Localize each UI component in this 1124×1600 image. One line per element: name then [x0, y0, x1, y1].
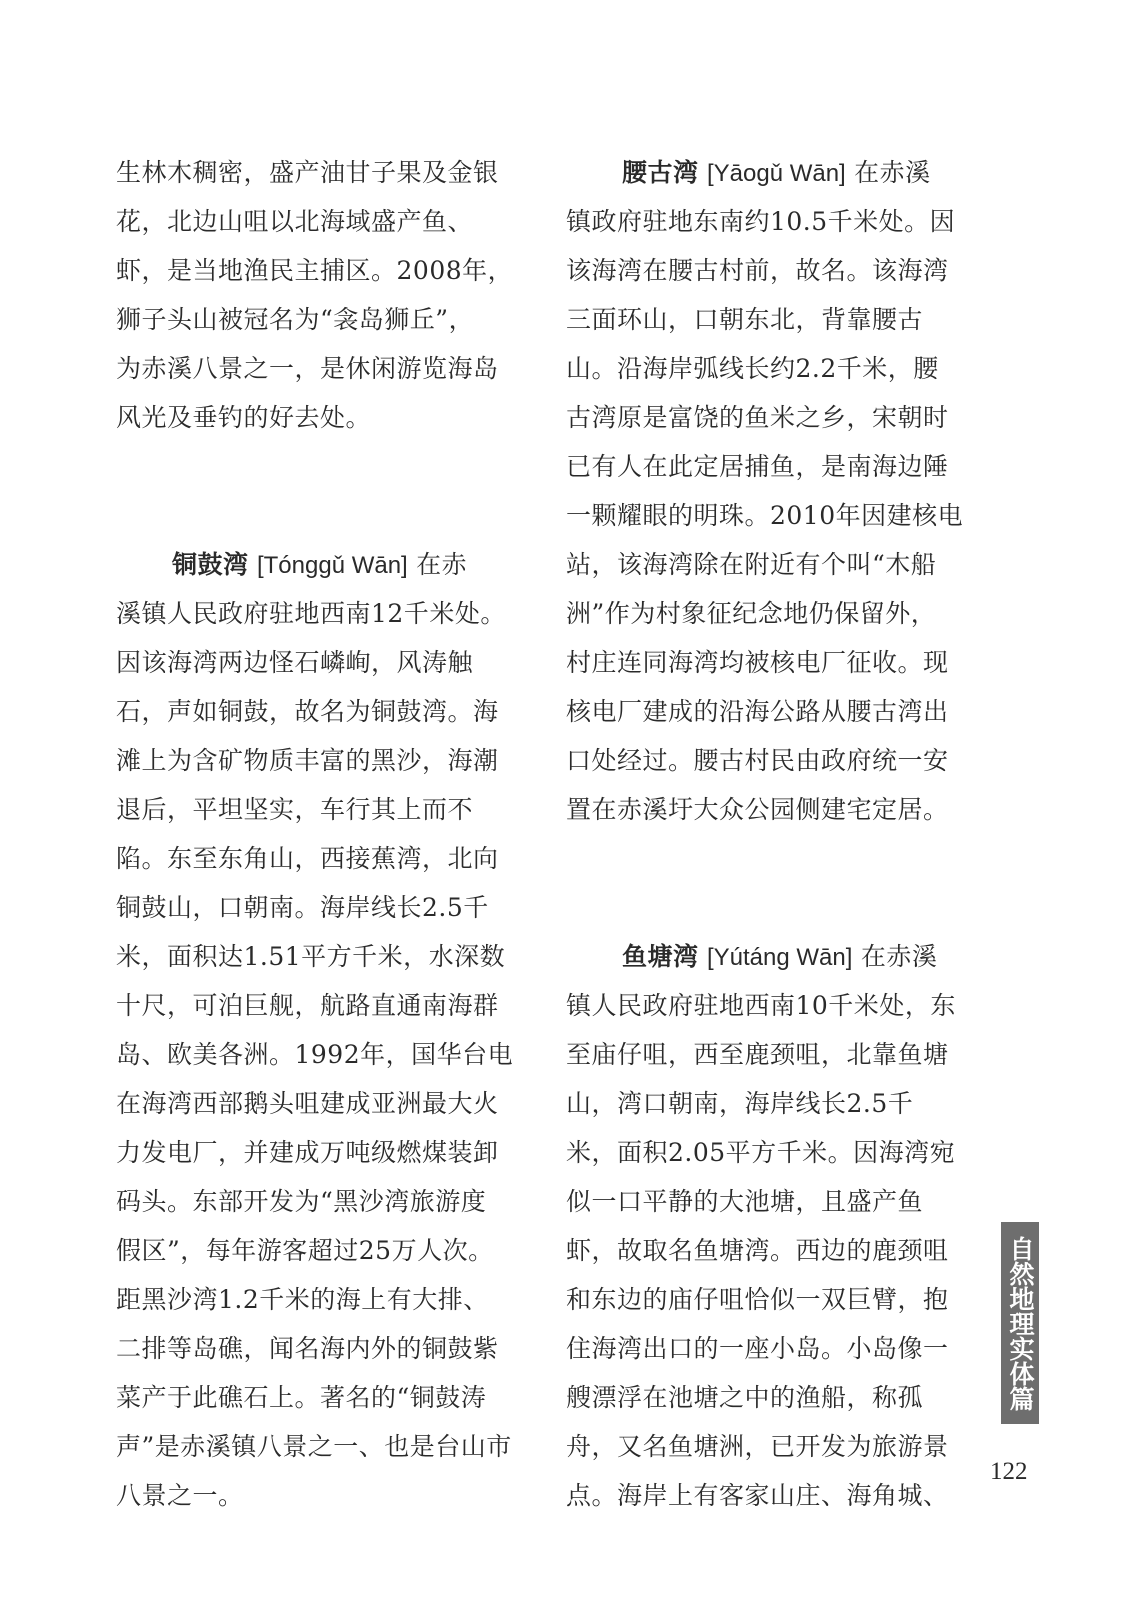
section-side-tab: [1001, 1222, 1039, 1424]
section-side-tab-label: 自然地理实体篇: [1006, 1235, 1035, 1411]
body-line: 已有人在此定居捕鱼，是南海边陲: [566, 452, 949, 481]
body-line: 古湾原是富饶的鱼米之乡，宋朝时: [566, 403, 949, 432]
body-line: 该海湾在腰古村前，故名。该海湾: [566, 256, 949, 285]
body-line: 花，北边山咀以北海域盛产鱼、: [116, 207, 474, 236]
body-line: 山，湾口朝南，海岸线长2.5千: [566, 1089, 914, 1118]
body-line: 洲”作为村象征纪念地仍保留外，: [566, 599, 937, 628]
body-line: 住海湾出口的一座小岛。小岛像一: [566, 1334, 949, 1363]
entry-term: 铜鼓湾: [172, 550, 249, 579]
body-line: 虾，故取名鱼塘湾。西边的鹿颈咀: [566, 1236, 949, 1265]
entry-heading-yaogu: [566, 148, 974, 197]
body-line: 核电厂建成的沿海公路从腰古湾出: [566, 697, 949, 726]
body-line: 菜产于此礁石上。著名的“铜鼓涛: [116, 1383, 487, 1412]
entry-pinyin: [Tónggǔ Wān]: [256, 552, 408, 579]
body-line: 镇人民政府驻地西南10千米处，东: [566, 991, 956, 1020]
body-line: 力发电厂，并建成万吨级燃煤装卸: [116, 1138, 499, 1167]
entry-first-line-rest: 在赤: [407, 550, 468, 579]
body-line: 陷。东至东角山，西接蕉湾，北向: [116, 844, 499, 873]
body-line: 舟，又名鱼塘洲，已开发为旅游景: [566, 1432, 949, 1461]
body-line: 假区”，每年游客超过25万人次。: [116, 1236, 494, 1265]
entry-term: 鱼塘湾: [622, 942, 699, 971]
body-line: 声”是赤溪镇八景之一、也是台山市: [116, 1432, 512, 1461]
body-line: 滩上为含矿物质丰富的黑沙，海潮: [116, 746, 499, 775]
body-line: 点。海岸上有客家山庄、海角城、: [566, 1481, 949, 1510]
body-line: 至庙仔咀，西至鹿颈咀，北靠鱼塘: [566, 1040, 949, 1069]
body-line: 村庄连同海湾均被核电厂征收。现: [566, 648, 949, 677]
body-line: 似一口平静的大池塘，且盛产鱼: [566, 1187, 924, 1216]
body-line: 口处经过。腰古村民由政府统一安: [566, 746, 949, 775]
body-line: 米，面积达1.51平方千米，水深数: [116, 942, 506, 971]
body-line: 八景之一。: [116, 1481, 244, 1510]
page-number: 122: [990, 1458, 1028, 1485]
entry-term: 腰古湾: [622, 158, 699, 187]
entry-first-line-rest: 在赤溪: [852, 942, 938, 971]
left-column: [116, 148, 524, 1520]
body-line: 码头。东部开发为“黑沙湾旅游度: [116, 1187, 487, 1216]
body-line: 十尺，可泊巨舰，航路直通南海群: [116, 991, 499, 1020]
entry-pinyin: [Yútáng Wān]: [706, 944, 853, 971]
entry-heading-tonggu: [116, 540, 524, 589]
body-line: 因该海湾两边怪石嶙峋，风涛触: [116, 648, 474, 677]
body-line: 风光及垂钓的好去处。: [116, 403, 372, 432]
body-line: 在海湾西部鹅头咀建成亚洲最大火: [116, 1089, 499, 1118]
body-line: 山。沿海岸弧线长约2.2千米，腰: [566, 354, 939, 383]
body-line: 虾，是当地渔民主捕区。2008年，: [116, 256, 514, 285]
entry-heading-yutang: [566, 932, 974, 981]
body-line: 石，声如铜鼓，故名为铜鼓湾。海: [116, 697, 499, 726]
body-line: 和东边的庙仔咀恰似一双巨臂，抱: [566, 1285, 949, 1314]
right-column: [566, 148, 974, 1520]
entry-first-line-rest: 在赤溪: [845, 158, 931, 187]
body-line: 站，该海湾除在附近有个叫“木船: [566, 550, 937, 579]
body-line: 艘漂浮在池塘之中的渔船，称孤: [566, 1383, 924, 1412]
body-line: 退后，平坦坚实，车行其上而不: [116, 795, 474, 824]
body-line: 二排等岛礁，闻名海内外的铜鼓紫: [116, 1334, 499, 1363]
body-line: 距黑沙湾1.2千米的海上有大排、: [116, 1285, 489, 1314]
body-line: 岛、欧美各洲。1992年，国华台电: [116, 1040, 514, 1069]
body-line: 镇政府驻地东南约10.5千米处。因: [566, 207, 956, 236]
body-line: 为赤溪八景之一，是休闲游览海岛: [116, 354, 499, 383]
body-line: 一颗耀眼的明珠。2010年因建核电: [566, 501, 964, 530]
body-line: 狮子头山被冠名为“衾岛狮丘”，: [116, 305, 475, 334]
entry-pinyin: [Yāogǔ Wān]: [706, 160, 846, 187]
body-line: 三面环山，口朝东北，背靠腰古: [566, 305, 924, 334]
body-line: 米，面积2.05平方千米。因海湾宛: [566, 1138, 956, 1167]
body-line: 铜鼓山，口朝南。海岸线长2.5千: [116, 893, 489, 922]
body-line: 置在赤溪圩大众公园侧建宅定居。: [566, 795, 949, 824]
body-line: 溪镇人民政府驻地西南12千米处。: [116, 599, 506, 628]
body-line: 生林木稠密，盛产油甘子果及金银: [116, 158, 499, 187]
